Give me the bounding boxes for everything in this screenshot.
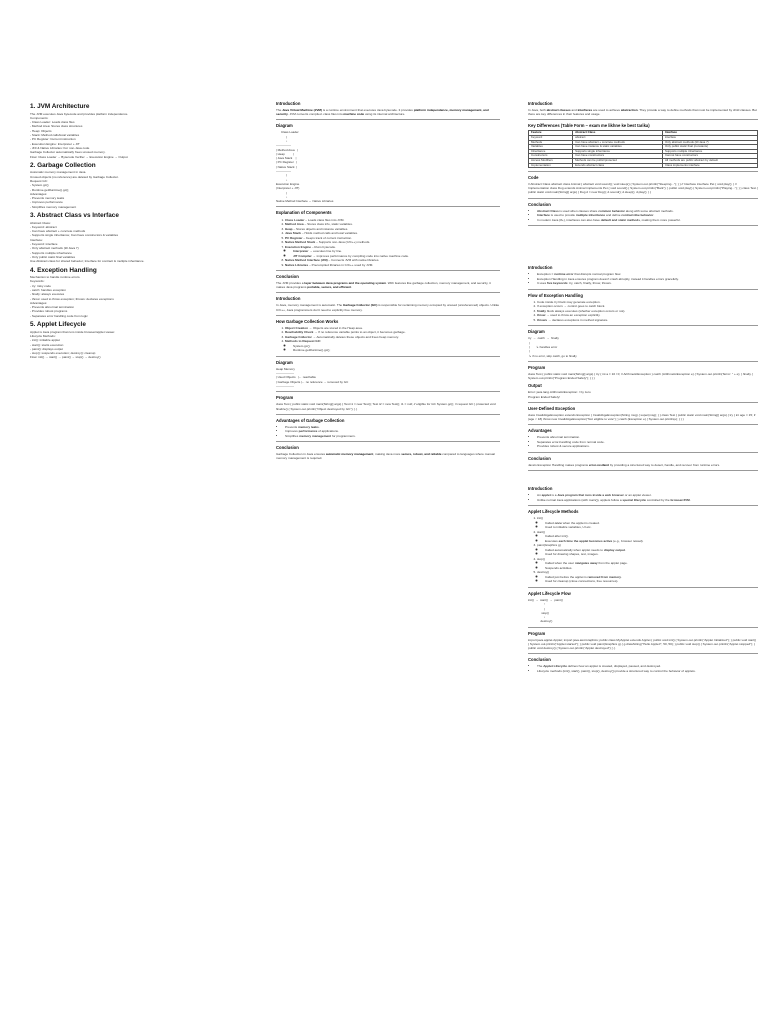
exception-diagram: try → catch → finally | | ↳ handles error | ↳ if no error, skip catch, go to finally [528,336,577,358]
program-code: import java.applet.Applet; import java.awt.Graphics; public class MyApplet extends Applet { public void init() { System.out.println("Applet Initialized"); } public void start() { System.out.println("Applet started"); } public void paint(Graphics g) { g.drawString("Hello Applet!", 50, 50); } public void stop() { System.out.println("Applet stopped"); } public void destroy() { System.out.println("Applet destroyed"); } } [528,637,757,650]
column-abstract-exception-applet [528,98,758,673]
list-item: ◦ Used for cleanup (close connections, free resources). [545,579,758,584]
divider [528,452,758,453]
section-heading: 5. Applet Lifecycle [30,321,86,329]
text-line: - Supports single inheritance; Can have constructors & variables [30,233,119,238]
list-item: ◦ Suspends activities. [545,566,758,571]
program-code: class Test { public static void main(String[] args) { try { int a = 10 / 0; // ArithmeticException } catch (ArithmeticException e) { System.out.println("Error: " + e); } finally { System.out.println("Program Ended Safely"); } } } [528,372,753,381]
list-item: 7. Execution Engine – Runs bytecode. ◦ Interpreter → executes line by line. ◦ JIT Compiler → improves performance by compiling code into native machine code. [285,245,500,259]
list-item: 3. finally block always executes (whether exception occurs or not). [537,309,758,314]
list-item: • Simplifies memory management for programmers. [285,434,500,439]
text-line: Mechanism to handle runtime errors. [30,275,81,280]
list-item: 1. Class Loader – Loads class files into JVM. [285,218,500,223]
list-item: 5. PC Register – Keeps track of current instruction. [285,236,500,241]
text-line: Request GC: [30,178,48,183]
list-item: 3. Garbage Collector → Automatically deletes these objects and frees heap memory. [285,335,500,340]
text-line: - Prevents memory leaks [30,196,65,201]
section-heading: Introduction [528,101,553,106]
list-item: 6. Native Method Stack – Supports non-Java (C/C++) methods. [285,240,500,245]
divider [528,402,758,403]
text-line: - Can have abstract + concrete methods [30,229,86,234]
list-item: ◦ Called after init(). [545,534,758,539]
intro-paragraph: In Java, memory management is automatic. The Garbage Collector (GC) is responsible for reclaiming memory occupied by unused (unreferenced) objects. Unlike C/C++, Java programmers don't need to explicitly free memory. [276,303,500,312]
text-line: - Separates error handling code from logic [30,313,88,318]
list-item: ◦ Runtime.getRuntime().gc(); [293,348,500,353]
section-heading: Program [528,364,546,370]
section-heading: Output [528,383,542,389]
jvm-diagram: Class Loader | ↓ --------------- | Method Area | | Heap | | Java Stack | | PC Register | | Native Stack | --------------- | ↓ Execution Engine (Interpreter + JIT) | ↓ Native Method Interface ↔ Native Libraries [276,130,334,204]
list-item: • Lifecycle methods (init(), start(), paint(), stop(), destroy()) provide a structured way to control the behavior of applets. [537,669,758,674]
section-heading: Key Differences (Table Form – exam me likhne ke best tarika) [528,123,650,129]
section-heading: Applet Lifecycle Methods [528,509,579,515]
section-heading: Advantages of Garbage Collection [276,417,345,423]
section-heading: Diagram [276,359,293,365]
exception-flow-list [528,300,758,323]
text-line: - try: risky code [30,283,51,288]
table-row: Keyword abstract interface [529,136,758,141]
divider [528,225,758,226]
text-line: - throw: used to throw exception; throws: declares exceptions [30,296,114,301]
advantages-list [528,435,758,449]
divider [528,119,758,120]
code-block: // Abstract Class abstract class Animal { abstract void sound(); void sleep() { System.out.println("Sleeping..."); } } // Interface interface Pet { void play(); } // Implementation class Dog extends Animal implements Pet { void sound() { System.out.println("Bark"); } public void play() { System.out.println("Playing..."); } } class Test { public static void main(String[] args) { Dog d = new Dog(); d.sound(); d.sleep(); d.play(); } } [528,182,758,195]
divider [528,325,758,326]
divider [528,587,758,588]
engine-sublist [285,249,500,258]
list-item: 3. paint(Graphics g) ◦ Called automatically when applet needs to display output. ◦ Used for drawing shapes, text, images. [537,543,758,557]
section-heading: Code [528,175,539,181]
text-line: - JNI & Native Libraries: For non-Java code [30,145,90,150]
components-list [276,218,500,268]
list-item: 4. stop() ◦ Called when the user navigates away from the applet page. ◦ Suspends activities. [537,557,758,571]
list-item: • It uses five keywords: try, catch, finally, throw, throws. [537,281,758,286]
list-item: • The Applet Lifecycle defines how an applet is created, displayed, paused, and destroyed. [537,664,758,669]
list-item: 4. Methods to Request GC: ◦ System.gc(); ◦ Runtime.getRuntime().gc(); [285,339,500,353]
divider [528,289,758,290]
table-header: Interface [662,131,757,136]
section-heading: Applet Lifecycle Flow [528,590,571,596]
conclusion-list [528,664,758,673]
table-header: Abstract Class [573,131,663,136]
intro-paragraph: In Java, both abstract classes and interfaces are used to achieve abstraction. They provide a way to define methods that must be implemented by child classes. But there are key differences in their features and usage. [528,108,757,117]
gc-methods-sublist [285,344,500,353]
conclusion-paragraph: The JVM provides a layer between Java programs and the operating system. With features like garbage collection, memory management, and security, it makes Java programs portable, secure, and efficient. [276,281,491,290]
exception-lines [30,275,258,318]
table-row: Variables Can have instance & static variables Only public static final (constants) [529,145,758,150]
list-item: 4. throw → used to throw an exception explicitly. [537,313,758,318]
column-jvm-gc [276,98,500,461]
list-item: • Interface is used to provide multiple inheritance and define contract-like behavior. [537,213,758,218]
text-line: - stop(): suspends execution; destroy(): cleanup [30,351,96,356]
column-summary [30,100,258,360]
list-item: ◦ Used to initialize variables, UI etc. [545,525,758,530]
text-line: Flow: init() → start() → paint() → stop() → destroy() [30,355,101,360]
section-heading: 1. JVM Architecture [30,103,90,110]
text-line: - Class Loader: Loads class files [30,120,75,125]
section-heading: Program [276,395,294,401]
divider [528,198,758,199]
table-header: Feature [529,131,573,136]
heap-diagram: Heap Memory ------------------ | Used Objects |← reachable | Garbage Objects |← no reference → removed by GC ------------------ [276,366,349,389]
section-heading: Introduction [528,486,553,492]
list-item: • Improves performance of applications. [285,429,500,434]
section-heading: Conclusion [276,445,299,451]
section-heading: Flow of Exception Handling [528,292,583,298]
text-line: - Prevents abnormal termination [30,305,75,310]
list-item: • Prevents abnormal termination. [537,435,758,440]
section-heading: 2. Garbage Collection [30,161,96,169]
list-item: 2. Method Area – Stores class info, static variables. [285,222,500,227]
text-line: - Runtime.getRuntime().gc(); [30,187,70,192]
section-heading: Introduction [276,101,301,106]
list-item: 1. init() ◦ Called once when the applet is created. ◦ Used to initialize variables, UI etc. [537,516,758,530]
section-heading: 4. Exception Handling [30,266,97,274]
text-line: - PC Register: Current instruction [30,137,76,142]
text-line: - Heap: Objects [30,128,52,133]
section-heading: Program [528,630,546,636]
list-item: • Exception Handling in Java ensures program doesn't crash abruptly, instead it handles errors gracefully. [537,277,758,282]
applet-intro-list [528,493,758,502]
list-item: • In modern Java (8+), interfaces can also have default and static methods, making them more powerful. [537,218,758,223]
divider [276,315,500,316]
program-code: class Test { public static void main(String[] args) { Test t1 = new Test(); Test t2 = new Test(); t1 = null; // eligible for GC System.gc(); // request GC } protected void finalize() { System.out.println("Object destroyed by GC"); } } [276,402,496,411]
divider [528,171,758,172]
divider [276,441,500,442]
abstract-lines [30,221,258,264]
section-heading: 3. Abstract Class vs Interface [30,212,119,220]
divider [276,391,500,392]
section-heading: Advantages [528,428,552,434]
table-row: Methods Can have abstract + concrete methods Only abstract methods (till Java 7) [529,140,758,145]
table-row: Access Modifiers Methods can be public/protected All methods are public abstract by default [529,158,758,163]
section-heading: Diagram [276,123,293,129]
section-heading: Explanation of Components [276,210,332,216]
text-line: - Improves performance [30,200,63,205]
text-line: - paint(): displays output [30,346,64,351]
list-item: 8. Native Method Interface (JNI) – Connects JVM with native libraries. [285,258,500,263]
text-line: Applet is Java program that runs inside browser/applet viewer. [30,329,116,334]
divider [528,505,758,506]
intro-paragraph: The Java Virtual Machine (JVM) is a runtime environment that executes Java bytecode. It provides platform independence, memory management, and security. JVM converts compiled .class files into machine code using its internal architecture. [276,108,489,117]
divider [276,206,500,207]
section-heading: Conclusion [276,274,299,280]
divider [276,414,500,415]
text-line: Advantages: [30,300,48,305]
list-item: 2. If exception occurs → control goes to catch block. [537,304,758,309]
applet-lines [30,330,258,360]
divider [276,119,500,120]
section-heading: How Garbage Collection Works [276,318,339,324]
text-line: Advantages: [30,191,48,196]
list-item: 9. Native Libraries – Precompiled libraries in C/C++ used by JVM. [285,263,500,268]
list-item: 1. Object Creation → Objects are stored in the Heap area. [285,326,500,331]
list-item: ◦ Called when the user navigates away from the applet page. [545,561,758,566]
gc-steps-list [276,326,500,353]
list-item: 5. destroy() ◦ Called just before the applet is removed from memory. ◦ Used for cleanup (close connections, free resources). [537,570,758,584]
program-code: class InvalidAgeException extends Exception { InvalidAgeException(String msg) { super(msg); } } class Test { public static void main(String[] args) { try { int age = 15; if (age < 18) throw new InvalidAgeException("Not eligible to vote"); } catch (Exception e) { System.out.println(e); } } } [528,413,756,422]
list-item: • Separates error-handling code from normal code. [537,440,758,445]
exception-intro-list [528,272,758,286]
list-item: ◦ JIT Compiler → improves performance by compiling code into native machine code. [293,254,500,259]
applet-flow-diagram: init() → start() → paint() ↑ | stop() ↓ destroy() [528,597,563,624]
text-line: Components: [30,115,49,120]
list-item: • Exception = runtime error that disrupts normal program flow. [537,272,758,277]
list-item: 2. Reachability Check → If no reference variable points to an object, it becomes garbage. [285,330,500,335]
text-line: - System.gc(); [30,183,50,188]
section-heading: Conclusion [528,455,551,461]
table-row: Inheritance Supports single inheritance Supports multiple inheritance [529,149,758,154]
text-line: - Simplifies memory management [30,204,77,209]
text-line: Garbage Collector automatically frees unused memory. [30,150,106,155]
divider [528,424,758,425]
section-heading: User-Defined Exception [528,405,576,411]
list-item: • An applet is a Java program that runs inside a web browser or an applet viewer. [537,493,758,498]
text-line: - Supports multiple inheritance [30,250,72,255]
list-item: 4. Java Stack – Holds method calls and local variables. [285,231,500,236]
divider [276,356,500,357]
list-item: ◦ Called automatically when applet needs to display output. [545,548,758,553]
list-item: • Abstract Class is used when classes share common behavior along with some abstract methods. [537,209,758,214]
lifecycle-methods-list [528,516,758,584]
section-heading: Conclusion [528,201,551,207]
list-item: 3. Heap – Stores objects and instance variables. [285,227,500,232]
conclusion-list [528,209,758,223]
section-heading: Introduction [528,265,553,271]
text-line: - Execution Engine: Interpreter + JIT [30,141,80,146]
divider [528,653,758,654]
text-line: Flow: Class Loader → Bytecode Verifier → Execution Engine → Output [30,154,128,159]
divider [276,270,500,271]
text-line: - Only public static final variables [30,254,76,259]
list-item: 5. throws → declares exceptions in method signature. [537,318,758,323]
divider [528,470,758,471]
list-item: 1. Code inside try block may generate exception. [537,300,758,305]
gc-lines [30,170,258,209]
text-line: - catch: handles exception [30,287,66,292]
table-row: Implementation Extends abstract class Class implements interface [529,163,758,168]
text-line: Keywords: [30,279,45,284]
divider [276,292,500,293]
text-line: Automatic memory management in Java. [30,170,87,175]
text-line: The JVM executes Java bytecode and provides platform independence. [30,111,129,116]
divider [528,361,758,362]
list-item: • Unlike normal Java applications (with main()), applets follow a special lifecycle controlled by the browser/JVM. [537,498,758,503]
conclusion-paragraph: Java's Exception Handling makes programs error-resilient by providing a structured way to detect, handle, and recover from runtime errors. [528,462,720,467]
list-item: ◦ System.gc(); [293,344,500,349]
advantages-list [276,425,500,439]
list-item: ◦ Called once when the applet is created. [545,521,758,526]
text-line: - Provides robust programs [30,309,68,314]
text-line: Abstract Class: [30,220,51,225]
section-heading: Conclusion [528,657,551,663]
list-item: ◦ Executes each time the applet becomes active (e.g., browser reload). [545,539,758,544]
list-item: ◦ Interpreter → executes line by line. [293,249,500,254]
program-output: Error: java.lang.ArithmeticException: / by zero Program Ended Safely! [528,390,591,399]
conclusion-paragraph: Garbage Collection in Java ensures automatic memory management, making Java more secure, robust, and reliable compared to languages where manual memory management is required. [276,452,495,461]
text-line: Lifecycle Methods: [30,333,56,338]
text-line: - Stack: Method calls/local variables [30,133,80,138]
list-item: • Provides robust & secure applications. [537,444,758,449]
text-line: - Keyword: abstract [30,224,57,229]
text-line: - Only abstract methods (till Java 7) [30,246,79,251]
text-line: Unused objects (no reference) are deleted by Garbage Collector. [30,174,119,179]
list-item: • Prevents memory leaks. [285,425,500,430]
list-item: ◦ Used for drawing shapes, text, images. [545,552,758,557]
text-line: - start(): starts execution [30,342,64,347]
text-line: Interface: [30,237,43,242]
list-item: ◦ Called just before the applet is removed from memory. [545,575,758,580]
text-line: - init(): initialize applet [30,338,60,343]
section-heading: Introduction [276,296,301,302]
jvm-lines [30,112,258,159]
table-row: Constructors Can have constructors Cannot have constructors [529,154,758,159]
text-line: - Method Area: Stores class structures [30,124,83,129]
section-heading: Diagram [528,329,545,335]
differences-table [528,130,758,168]
text-line: Use Abstract class for shared behavior; Interface for contract & multiple inheritance. [30,259,145,264]
text-line: - finally: always executes [30,292,65,297]
divider [528,627,758,628]
list-item: 2. start() ◦ Called after init(). ◦ Executes each time the applet becomes active (e.g., browser reload). [537,530,758,544]
text-line: - Keyword: interface [30,242,58,247]
